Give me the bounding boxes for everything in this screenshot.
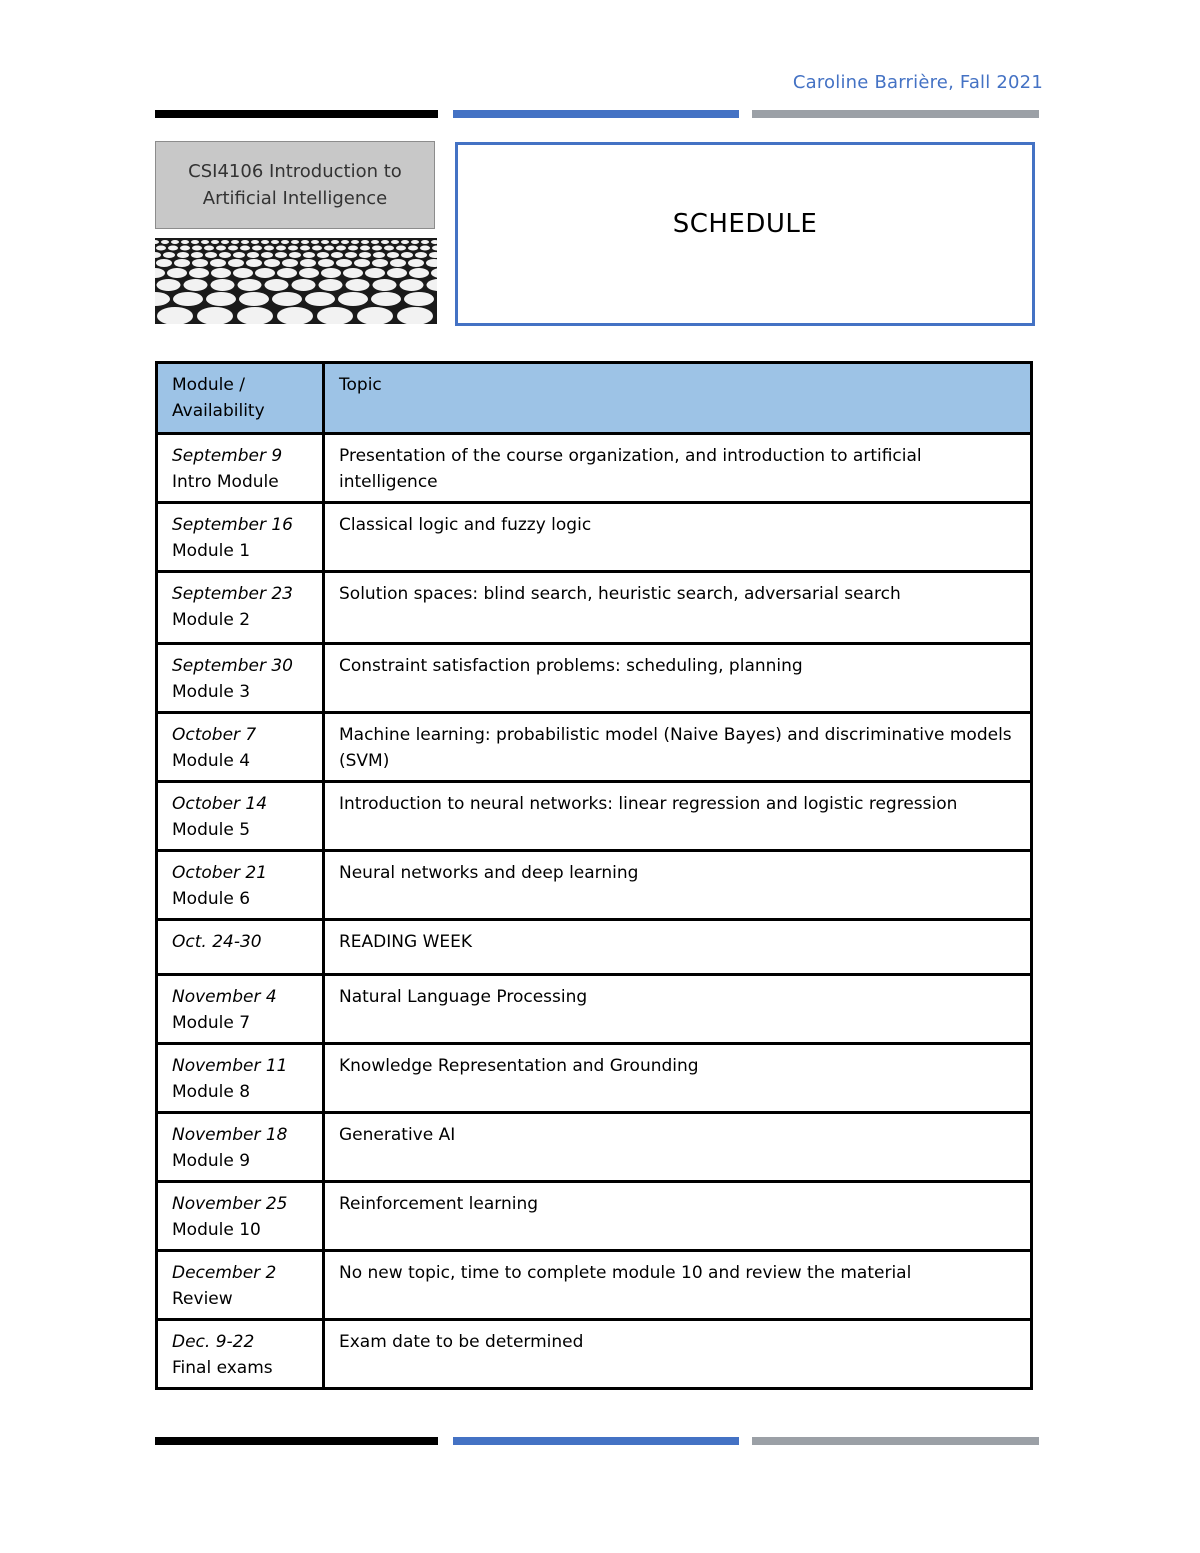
course-title-box	[155, 141, 435, 229]
dot-shape	[272, 292, 302, 306]
dot-shape	[168, 246, 178, 251]
table-row	[157, 644, 1032, 713]
dot-shape	[184, 279, 208, 291]
dot-shape	[264, 259, 280, 267]
header-module-availability: Module / Availability	[157, 363, 324, 434]
dot-shape	[177, 252, 189, 258]
dot-shape	[372, 246, 382, 251]
dot-shape	[317, 252, 329, 258]
row-module: Review	[172, 1289, 233, 1309]
module-availability-cell	[157, 503, 324, 572]
topic-cell: Reinforcement learning	[324, 1182, 1032, 1251]
table-row	[157, 713, 1032, 782]
dot-shape	[338, 292, 368, 306]
module-availability-cell	[157, 572, 324, 644]
dot-shape	[276, 246, 286, 251]
table-row	[157, 920, 1032, 975]
dot-shape	[300, 259, 316, 267]
bottom-rule-gray	[752, 1437, 1039, 1445]
topic-cell: READING WEEK	[324, 920, 1032, 975]
dot-shape	[343, 268, 363, 278]
dot-shape	[192, 259, 208, 267]
row-date: September 30	[172, 656, 294, 676]
dot-shape	[331, 240, 339, 244]
topic-cell: Generative AI	[324, 1113, 1032, 1182]
bottom-rule-black	[155, 1437, 438, 1445]
table-row	[157, 434, 1032, 503]
topic-cell: Introduction to neural networks: linear regression and logistic regression	[324, 782, 1032, 851]
dot-shape	[275, 252, 287, 258]
topic-cell: Knowledge Representation and Grounding	[324, 1044, 1032, 1113]
dot-shape	[371, 292, 401, 306]
dot-shape	[161, 240, 169, 244]
table-row	[157, 503, 1032, 572]
dot-shape	[163, 252, 175, 258]
row-date: October 7	[172, 725, 257, 745]
row-date: September 23	[172, 584, 294, 604]
row-module: Module 10	[172, 1220, 261, 1240]
module-availability-cell	[157, 1182, 324, 1251]
dot-shape	[288, 246, 298, 251]
table-row	[157, 782, 1032, 851]
dot-shape	[365, 268, 385, 278]
row-module: Module 2	[172, 610, 251, 630]
dot-shape	[219, 252, 231, 258]
dot-shape	[282, 259, 298, 267]
dot-shape	[400, 279, 424, 291]
dot-shape	[180, 246, 190, 251]
dot-shape	[191, 240, 199, 244]
dot-shape	[324, 246, 334, 251]
dot-shape	[354, 259, 370, 267]
row-module: Intro Module	[172, 472, 279, 492]
dot-shape	[303, 252, 315, 258]
module-availability-cell	[157, 434, 324, 503]
dot-shape	[341, 240, 349, 244]
dot-shape	[409, 268, 429, 278]
topic-cell: Exam date to be determined	[324, 1320, 1032, 1389]
dot-shape	[201, 240, 209, 244]
dot-shape	[387, 252, 399, 258]
dot-shape	[360, 246, 370, 251]
table-row	[157, 975, 1032, 1044]
dot-shape	[210, 259, 226, 267]
row-module: Module 8	[172, 1082, 251, 1102]
schedule-table	[155, 361, 1033, 1390]
topic-cell: Machine learning: probabilistic model (Naive Bayes) and discriminative models (SVM)	[324, 713, 1032, 782]
dot-shape	[396, 246, 406, 251]
bottom-rule-blue	[453, 1437, 739, 1445]
row-date: October 14	[172, 794, 268, 814]
dot-shape	[181, 240, 189, 244]
dot-shape	[157, 279, 181, 291]
table-row	[157, 1251, 1032, 1320]
dot-shape	[211, 240, 219, 244]
table-row	[157, 572, 1032, 644]
dot-shape	[216, 246, 226, 251]
dot-shape	[231, 240, 239, 244]
table-header-row	[157, 363, 1032, 434]
dot-shape	[289, 252, 301, 258]
dot-shape	[305, 292, 335, 306]
row-module: Module 3	[172, 682, 251, 702]
dot-shape	[167, 268, 187, 278]
dot-shape	[205, 252, 217, 258]
row-date: September 9	[172, 446, 283, 466]
top-rule-blue	[453, 110, 739, 118]
row-date: November 11	[172, 1056, 288, 1076]
dot-shape	[420, 246, 430, 251]
module-availability-cell	[157, 920, 324, 975]
course-title: CSI4106 Introduction to Artificial Intelligence	[188, 161, 402, 209]
topic-cell: Neural networks and deep learning	[324, 851, 1032, 920]
dot-shape	[311, 240, 319, 244]
dot-shape	[336, 246, 346, 251]
topic-cell: Natural Language Processing	[324, 975, 1032, 1044]
author-header: Caroline Barrière, Fall 2021	[792, 72, 1043, 93]
dot-shape	[371, 240, 379, 244]
dot-shape	[321, 268, 341, 278]
dot-shape	[391, 240, 399, 244]
dot-shape	[387, 268, 407, 278]
module-availability-cell	[157, 713, 324, 782]
dot-shape	[292, 279, 316, 291]
dot-shape	[404, 292, 434, 306]
table-row	[157, 851, 1032, 920]
dot-shape	[361, 240, 369, 244]
dot-shape	[206, 292, 236, 306]
dot-shape	[411, 240, 419, 244]
row-module: Module 9	[172, 1151, 251, 1171]
row-date: October 21	[172, 863, 268, 883]
dot-shape	[189, 268, 209, 278]
row-date: November 4	[172, 987, 277, 1007]
dot-shape	[191, 252, 203, 258]
dot-shape	[228, 246, 238, 251]
row-date: November 18	[172, 1125, 288, 1145]
topic-cell: No new topic, time to complete module 10 and review the material	[324, 1251, 1032, 1320]
dot-shape	[421, 240, 429, 244]
dot-shape	[281, 240, 289, 244]
dot-shape	[372, 259, 388, 267]
dot-shape	[408, 246, 418, 251]
dot-shape	[351, 240, 359, 244]
row-module: Final exams	[172, 1358, 273, 1378]
dot-shape	[373, 279, 397, 291]
row-module: Module 4	[172, 751, 251, 771]
dot-shape	[173, 292, 203, 306]
row-date: November 25	[172, 1194, 288, 1214]
top-rule-gray	[752, 110, 1039, 118]
dot-shape	[321, 240, 329, 244]
dot-shape	[261, 240, 269, 244]
dot-shape	[211, 279, 235, 291]
dot-shape	[348, 246, 358, 251]
dots-pattern-graphic	[155, 238, 437, 324]
dot-shape	[255, 268, 275, 278]
module-availability-cell	[157, 975, 324, 1044]
module-availability-cell	[157, 1320, 324, 1389]
module-availability-cell	[157, 1044, 324, 1113]
dot-shape	[271, 240, 279, 244]
dot-shape	[239, 292, 269, 306]
row-date: December 2	[172, 1263, 277, 1283]
dot-shape	[318, 259, 334, 267]
dot-shape	[415, 252, 427, 258]
dot-shape	[261, 252, 273, 258]
schedule-title: SCHEDULE	[672, 209, 818, 239]
dot-shape	[331, 252, 343, 258]
row-module: Module 6	[172, 889, 251, 909]
dot-shape	[251, 240, 259, 244]
dot-shape	[174, 259, 190, 267]
dot-shape	[265, 279, 289, 291]
dot-shape	[381, 240, 389, 244]
dot-shape	[336, 259, 352, 267]
dot-shape	[299, 268, 319, 278]
dot-shape	[277, 268, 297, 278]
row-date: September 16	[172, 515, 294, 535]
dot-shape	[359, 252, 371, 258]
table-row	[157, 1044, 1032, 1113]
header-topic: Topic	[324, 363, 1032, 434]
schedule-title-box	[455, 142, 1035, 326]
dot-shape	[384, 246, 394, 251]
dot-shape	[233, 252, 245, 258]
row-module: Module 1	[172, 541, 251, 561]
top-rule-black	[155, 110, 438, 118]
decorative-dots-image	[155, 238, 437, 324]
dot-shape	[156, 259, 172, 267]
dot-shape	[373, 252, 385, 258]
dot-shape	[171, 240, 179, 244]
dot-shape	[390, 259, 406, 267]
dot-shape	[204, 246, 214, 251]
dot-shape	[401, 252, 413, 258]
dot-shape	[300, 246, 310, 251]
row-date: Dec. 9-22	[172, 1332, 255, 1352]
dot-shape	[247, 252, 259, 258]
dot-shape	[156, 246, 166, 251]
dot-shape	[241, 240, 249, 244]
row-date: Oct. 24-30	[172, 932, 262, 952]
dot-shape	[233, 268, 253, 278]
module-availability-cell	[157, 644, 324, 713]
dot-shape	[221, 240, 229, 244]
dot-shape	[211, 268, 231, 278]
topic-cell: Constraint satisfaction problems: scheduling, planning	[324, 644, 1032, 713]
dot-shape	[252, 246, 262, 251]
dot-shape	[264, 246, 274, 251]
row-module: Module 5	[172, 820, 251, 840]
dot-shape	[240, 246, 250, 251]
dot-shape	[408, 259, 424, 267]
dot-shape	[291, 240, 299, 244]
topic-cell: Classical logic and fuzzy logic	[324, 503, 1032, 572]
dot-shape	[238, 279, 262, 291]
module-availability-cell	[157, 1251, 324, 1320]
module-availability-cell	[157, 851, 324, 920]
row-module: Module 7	[172, 1013, 251, 1033]
table-row	[157, 1113, 1032, 1182]
module-availability-cell	[157, 782, 324, 851]
dot-shape	[228, 259, 244, 267]
dot-shape	[345, 252, 357, 258]
dot-shape	[246, 259, 262, 267]
dot-shape	[301, 240, 309, 244]
table-row	[157, 1320, 1032, 1389]
dot-shape	[319, 279, 343, 291]
topic-cell: Presentation of the course organization, and introduction to artificial intelligence	[324, 434, 1032, 503]
dot-shape	[346, 279, 370, 291]
dot-shape	[312, 246, 322, 251]
dot-shape	[192, 246, 202, 251]
table-row	[157, 1182, 1032, 1251]
topic-cell: Solution spaces: blind search, heuristic search, adversarial search	[324, 572, 1032, 644]
module-availability-cell	[157, 1113, 324, 1182]
dot-shape	[401, 240, 409, 244]
